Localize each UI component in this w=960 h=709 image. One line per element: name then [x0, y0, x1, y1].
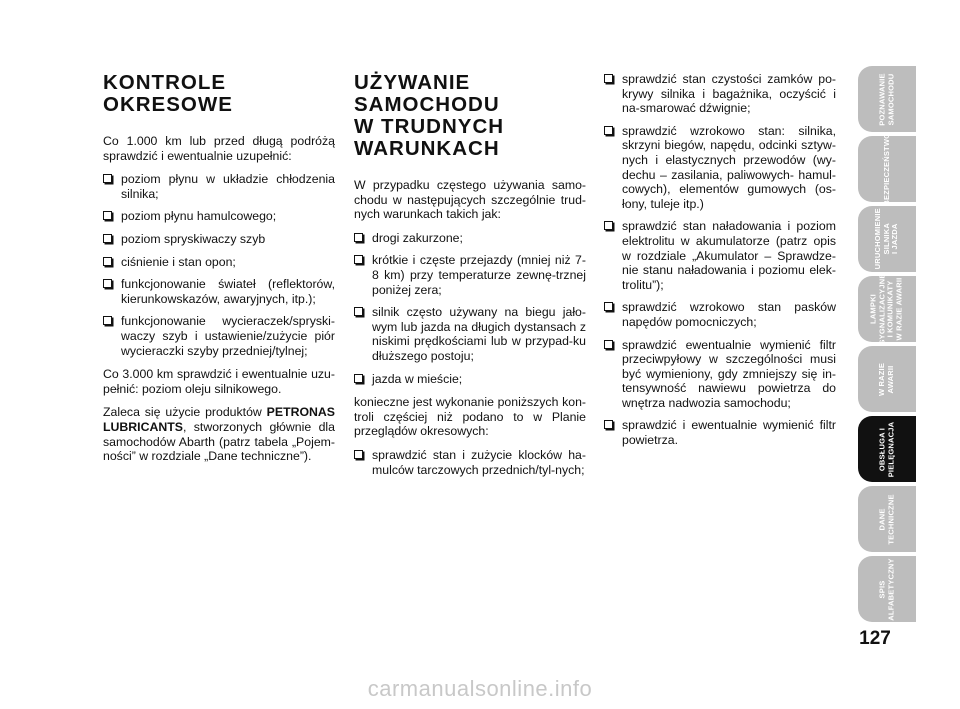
checklist — [103, 172, 335, 358]
list-item: jazda w mieście; — [354, 372, 586, 387]
paragraph: Co 1.000 km lub przed długą podróżą sprawdzić i ewentualnie uzupełnić: — [103, 134, 335, 163]
list-item: sprawdzić wzrokowo stan: silnika, skrzyni biegów, napędu, odcinki sztyw-nych i elastycznych przewodów (wy-dechu – zasilania, paliwowych- hamul-cowych), elementów gumowych (os-łony, tuleje itp.) — [604, 124, 836, 212]
checkbox-bullet-icon — [103, 174, 112, 183]
list-item: sprawdzić stan i zużycie klocków ha-mulców tarczowych przednich/tyl-nych; — [354, 448, 586, 477]
checkbox-bullet-icon — [103, 211, 112, 220]
chapter-tabs — [858, 66, 916, 626]
column-left — [103, 72, 335, 473]
title-line: WARUNKACH — [354, 137, 500, 160]
checkbox-bullet-icon — [354, 450, 363, 459]
list-item: ciśnienie i stan opon; — [103, 255, 335, 270]
checkbox-bullet-icon — [103, 257, 112, 266]
checklist — [354, 231, 586, 386]
paragraph: W przypadku częstego używania samo-chodu w następujących szczególnie trud-nych warunkach takich jak: — [354, 178, 586, 222]
list-item: sprawdzić ewentualnie wymienić filtr przeciwpyłowy w szczególności musi być wymieniony, gdy zmniejszy się in-tensywność nawiewu powietrza do wnętrza nadwozia samochodu; — [604, 338, 836, 411]
tab-poznawanie-samochodu[interactable]: POZNAWANIE SAMOCHODU — [858, 66, 916, 132]
checkbox-bullet-icon — [604, 340, 613, 349]
list-item: drogi zakurzone; — [354, 231, 586, 246]
list-item: poziom spryskiwaczy szyb — [103, 232, 335, 247]
checkbox-bullet-icon — [604, 126, 613, 135]
tab-w-razie-awarii[interactable]: W RAZIE AWARII — [858, 346, 916, 412]
checkbox-bullet-icon — [604, 302, 613, 311]
brand-name: PETRONAS LUBRICANTS — [103, 405, 335, 434]
tab-lampki-sygnalizacyjne[interactable]: LAMPKI SYGNALIZACYJNE I KOMUNIKATY W RAZIE AWARII — [858, 276, 916, 342]
list-item: sprawdzić wzrokowo stan pasków napędów pomocniczych; — [604, 300, 836, 329]
list-item: sprawdzić stan czystości zamków po-krywy silnika i bagażnika, oczyścić i na-smarować dźwignie; — [604, 72, 836, 116]
checklist — [604, 72, 836, 448]
checkbox-bullet-icon — [354, 255, 363, 264]
title-line: OKRESOWE — [103, 93, 233, 116]
list-item: krótkie i częste przejazdy (mniej niż 7-8 km) przy temperaturze zewnę-trznej poniżej zera; — [354, 253, 586, 297]
list-item: poziom płynu hamulcowego; — [103, 209, 335, 224]
paragraph: Zaleca się użycie produktów PETRONAS LUBRICANTS, stworzonych głównie dla samochodów Abarth (patrz tabela „Pojem-ności” w rozdziale „Dane techniczne”). — [103, 405, 335, 464]
title-line: UŻYWANIE — [354, 71, 471, 94]
title-line: SAMOCHODU — [354, 93, 500, 116]
checkbox-bullet-icon — [604, 221, 613, 230]
checkbox-bullet-icon — [103, 316, 112, 325]
section-title-uzywanie — [354, 72, 586, 160]
checkbox-bullet-icon — [604, 420, 613, 429]
list-item: funkcjonowanie wycieraczek/spryski-waczy szyb i ustawienie/zużycie piór wycieraczki szyby przedniej/tylnej; — [103, 314, 335, 358]
column-right — [604, 72, 836, 457]
list-item: sprawdzić stan naładowania i poziom elektrolitu w akumulatorze (patrz opis w rozdziale „Akumulator – Sprawdze-nie stanu naładowania i poziomu elek-trolitu”); — [604, 219, 836, 292]
checkbox-bullet-icon — [354, 233, 363, 242]
list-item: poziom płynu w układzie chłodzenia silnika; — [103, 172, 335, 201]
checklist — [354, 448, 586, 477]
checkbox-bullet-icon — [604, 74, 613, 83]
tab-spis-alfabetyczny[interactable]: SPIS ALFABETYCZNY — [858, 556, 916, 622]
title-line: W TRUDNYCH — [354, 115, 505, 138]
column-middle — [354, 72, 586, 486]
checkbox-bullet-icon — [103, 234, 112, 243]
checkbox-bullet-icon — [354, 374, 363, 383]
tab-uruchomienie-silnika[interactable]: URUCHOMIENIE SILNIKA I JAZDA — [858, 206, 916, 272]
watermark: carmanualsonline.info — [367, 676, 593, 701]
tab-dane-techniczne[interactable]: DANE TECHNICZNE — [858, 486, 916, 552]
checkbox-bullet-icon — [103, 279, 112, 288]
title-line: KONTROLE — [103, 71, 227, 94]
list-item: sprawdzić i ewentualnie wymienić filtr powietrza. — [604, 418, 836, 447]
checkbox-bullet-icon — [354, 307, 363, 316]
page-number: 127 — [859, 628, 891, 649]
tab-obsluga-i-pielegnacja[interactable]: OBSŁUGA I PIELĘGNACJA — [858, 416, 916, 482]
section-title-kontrole — [103, 72, 335, 116]
paragraph: konieczne jest wykonanie poniższych kon-troli częściej niż podano to w Planie przeglądów okresowych: — [354, 395, 586, 439]
tab-bezpieczenstwo[interactable]: BEZPIECZEŃSTWO — [858, 136, 916, 202]
list-item: silnik często używany na biegu jało-wym lub jazda na długich dystansach z niskimi prędkościami lub w przypad-ku dłuższego postoju; — [354, 305, 586, 363]
paragraph: Co 3.000 km sprawdzić i ewentualnie uzu-pełnić: poziom oleju silnikowego. — [103, 367, 335, 396]
list-item: funkcjonowanie świateł (reflektorów, kierunkowskazów, awaryjnych, itp.); — [103, 277, 335, 306]
